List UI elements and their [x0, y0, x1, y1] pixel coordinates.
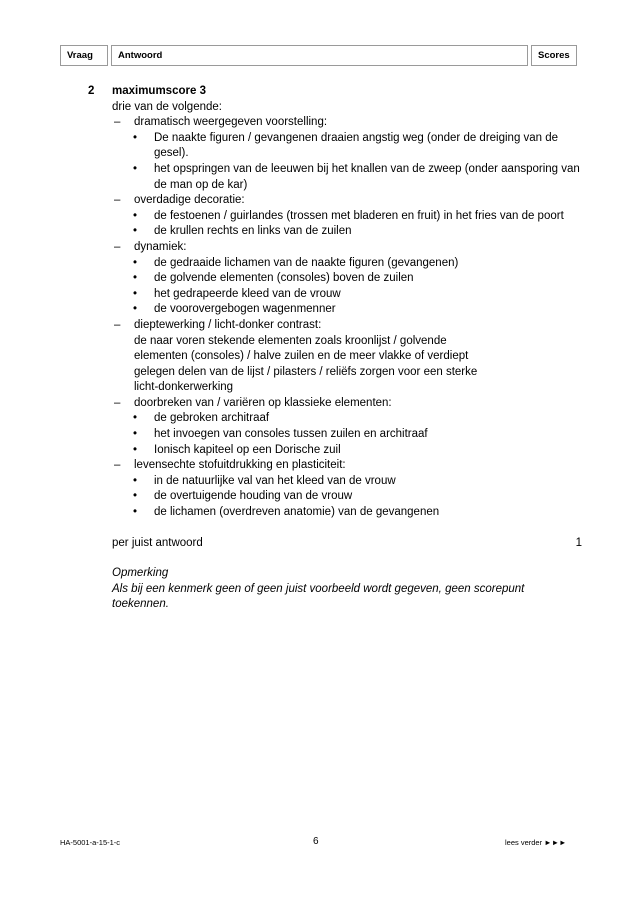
bullet-item	[112, 505, 582, 521]
bullet-icon: •	[133, 272, 138, 285]
criterion-label: dramatisch weergegeven voorstelling:	[134, 116, 328, 129]
bullet-text: de golvende elementen (consoles) boven de zuilen	[154, 272, 414, 285]
dash-marker: –	[114, 318, 121, 331]
bullet-text: de gedraaide lichamen van de naakte figuren (gevangenen)	[154, 256, 459, 269]
header-scores: Scores	[531, 45, 577, 66]
bullet-item	[112, 256, 582, 272]
dash-marker: –	[114, 194, 121, 207]
bullet-text: het gedrapeerde kleed van de vrouw	[154, 287, 341, 300]
dash-marker: –	[114, 396, 121, 409]
criterion-text-line: de naar voren stekende elementen zoals kroonlijst / golvende	[134, 334, 447, 347]
criterion-label: dynamiek:	[134, 240, 187, 253]
question-number: 2	[88, 85, 95, 97]
criterion-text-line: elementen (consoles) / halve zuilen en de meer vlakke of verdiept	[134, 350, 469, 363]
criterion	[112, 396, 582, 412]
criteria-list	[112, 115, 582, 520]
bullet-item	[112, 411, 582, 427]
answer-content	[112, 84, 582, 613]
header-vraag: Vraag	[60, 45, 108, 66]
dash-marker: –	[114, 240, 121, 253]
bullet-text: de gebroken architraaf	[154, 412, 270, 425]
bullet-item	[112, 224, 582, 240]
bullet-icon: •	[133, 443, 138, 456]
bullet-item	[112, 162, 582, 193]
next-page-link[interactable]: lees verder ►►►	[505, 838, 567, 847]
bullet-item	[112, 271, 582, 287]
bullet-item	[112, 287, 582, 303]
remark-title: Opmerking	[112, 567, 169, 580]
bullet-text: de krullen rechts en links van de zuilen	[154, 225, 352, 238]
max-score: maximumscore 3	[112, 85, 206, 97]
bullet-icon: •	[133, 303, 138, 316]
score-value: 1	[575, 536, 582, 549]
criterion-label: levensechte stofuitdrukking en plasticiteit:	[134, 459, 346, 472]
intro-text: drie van de volgende:	[112, 100, 222, 113]
criterion	[112, 193, 582, 209]
bullet-item	[112, 474, 582, 490]
bullet-text: De naakte figuren / gevangenen draaien angstig weg (onder de dreiging van de gesel).	[154, 131, 559, 160]
criterion-label: overdadige decoratie:	[134, 194, 245, 207]
bullet-item	[112, 209, 582, 225]
bullet-item	[112, 302, 582, 318]
bullet-icon: •	[133, 474, 138, 487]
criterion	[112, 115, 582, 131]
footer-code: HA-5001-a-15-1-c	[60, 838, 121, 847]
bullet-item	[112, 131, 582, 162]
criterion	[112, 318, 582, 334]
remark	[112, 566, 582, 613]
score-line-text: per juist antwoord	[112, 536, 203, 549]
score-line	[112, 536, 582, 552]
header-antwoord: Antwoord	[111, 45, 528, 66]
criterion	[112, 240, 582, 256]
page-number: 6	[313, 836, 319, 847]
criterion-text-line: licht-donkerwerking	[134, 381, 234, 394]
bullet-text: het opspringen van de leeuwen bij het knallen van de zweep (onder aansporing van de man op de kar)	[154, 162, 580, 191]
bullet-text: de lichamen (overdreven anatomie) van de gevangenen	[154, 506, 440, 519]
bullet-text: het invoegen van consoles tussen zuilen en architraaf	[154, 428, 428, 441]
bullet-text: de voorovergebogen wagenmenner	[154, 303, 336, 316]
bullet-item	[112, 443, 582, 459]
bullet-text: in de natuurlijke val van het kleed van de vrouw	[154, 474, 396, 487]
criterion-label: dieptewerking / licht-donker contrast:	[134, 318, 322, 331]
dash-marker: –	[114, 116, 121, 129]
bullet-icon: •	[133, 225, 138, 238]
bullet-text: Ionisch kapiteel op een Dorische zuil	[154, 443, 341, 456]
bullet-item	[112, 489, 582, 505]
criterion	[112, 458, 582, 474]
dash-marker: –	[114, 459, 121, 472]
bullet-icon: •	[133, 506, 138, 519]
bullet-icon: •	[133, 287, 138, 300]
bullet-icon: •	[133, 256, 138, 269]
bullet-icon: •	[133, 131, 138, 144]
bullet-icon: •	[133, 412, 138, 425]
criterion-text-line: gelegen delen van de lijst / pilasters / reliëfs zorgen voor een sterke	[134, 365, 478, 378]
bullet-icon: •	[133, 162, 138, 175]
bullet-icon: •	[133, 490, 138, 503]
bullet-item	[112, 427, 582, 443]
bullet-icon: •	[133, 209, 138, 222]
criterion-label: doorbreken van / variëren op klassieke elementen:	[134, 396, 392, 409]
bullet-text: de overtuigende houding van de vrouw	[154, 490, 353, 503]
remark-text: Als bij een kenmerk geen of geen juist voorbeeld wordt gegeven, geen scorepunt toekennen.	[112, 582, 525, 611]
bullet-icon: •	[133, 428, 138, 441]
bullet-text: de festoenen / guirlandes (trossen met bladeren en fruit) in het fries van de poort	[154, 209, 564, 222]
